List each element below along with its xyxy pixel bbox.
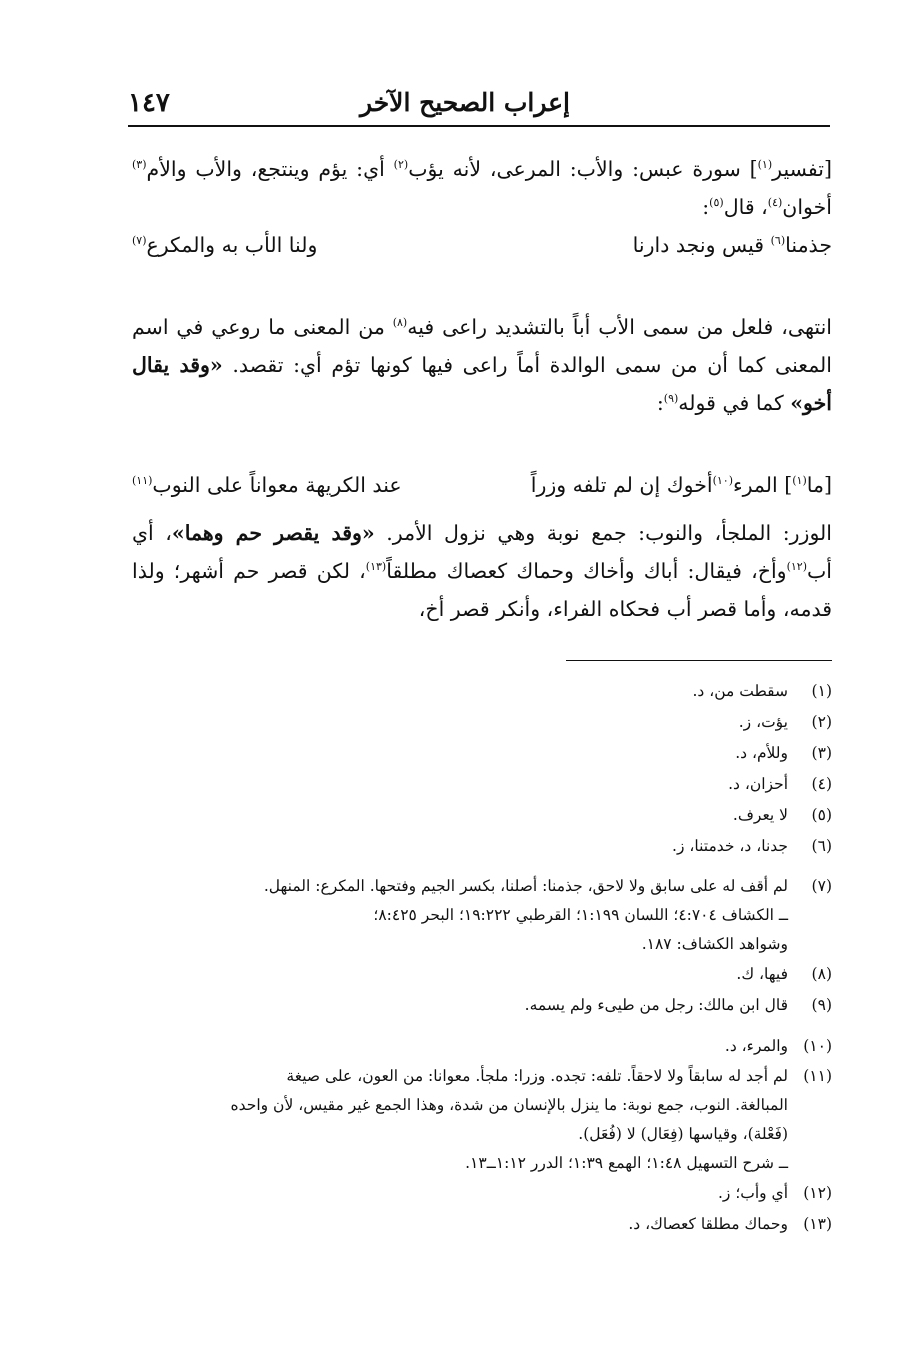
footnote-ref-1b: (١): [792, 474, 807, 488]
footnote-6: (٦) جدنا، د، خدمتنا، ز.: [672, 837, 832, 855]
verse-1-first-hemistich: جذمنا$^{(٦)}$ قيس ونجد دارنا: [632, 233, 832, 257]
footnote-3: (٣) وللأم، د.: [735, 744, 832, 762]
footnote-ref-12: (١٢): [786, 560, 807, 574]
running-title: إعراب الصحيح الآخر: [359, 88, 570, 117]
footnote-ref-8: (٨): [392, 316, 408, 330]
footnote-ref-3: (٣): [132, 158, 147, 172]
paragraph-3: الوزر: الملجأ، والنوب: جمع نوبة وهي نزول الأمر. «وقد يقصر حم وهما»، أي أب$^{(١٢)}$وأخ، فيقال: أباك وأخاك وحماك كعصاك مطلقاً$^{(١٣)}$، لكن قصر حم أشهر؛ ولذا قدمه، وأما قصر أب فحكاه الفراء، وأنكر قصر أخ،: [132, 521, 832, 621]
verse-2-second-hemistich: عند الكريهة معواناً على النوب$^{(١١)}$: [132, 473, 402, 497]
footnote-12: (١٢) أي وأب؛ ز.: [717, 1184, 832, 1202]
footnote-8: (٨) فيها، ك.: [736, 965, 832, 983]
footnote-10: (١٠) والمرء، د.: [724, 1037, 832, 1055]
footnote-ref-4: (٤): [767, 196, 783, 210]
footnote-7: (٧) لم أقف له على سابق ولا لاحق، جذمنا: أصلنا، بكسر الجيم وفتحها. المكرع: المنهل. ــ الكشاف ٤:٧٠٤؛ اللسان ١:١٩٩؛ القرطبي ١٩:٢٢٢؛ البحر ٨:٤٢٥؛ وشواهد الكشاف: ١٨٧.: [263, 877, 832, 953]
footnote-ref-6: (٦): [770, 234, 786, 248]
header-rule: [128, 125, 830, 127]
footnote-5: (٥) لا يعرف.: [732, 806, 832, 824]
verse-2: [132, 466, 832, 504]
main-text: [132, 150, 832, 628]
paragraph-1: [تفسير$^{(١)}$] سورة عبس: والأب: المرعى، لأنه يؤب$^{(٢)}$ أي: يؤم وينتجع، والأب والأم$^{(٣)}$ أخوان$^{(٤)}$، قال$^{(٥)}$:: [132, 157, 832, 219]
page-header: [128, 88, 830, 128]
footnote-ref-2: (٢): [393, 158, 409, 172]
footnote-9: (٩) قال ابن مالك: رجل من طيىء ولم يسمه.: [524, 996, 832, 1014]
footnote-13: (١٣) وحماك مطلقا كعصاك، د.: [628, 1215, 832, 1233]
footnote-ref-1: (١): [757, 158, 773, 172]
footnote-ref-10: (١٠): [712, 474, 733, 488]
footnote-ref-7: (٧): [132, 234, 147, 248]
footnotes: [132, 676, 832, 1240]
footnote-11: (١١) لم أجد له سابقاً ولا لاحقاً. تلفه: تجده. وزرا: ملجأ. معوانا: من العون، على صيغة المبالغة. النوب، جمع نوبة: ما ينزل بالإنسان من شدة، وهذا الجمع غير مقيس، لأن واحده (فَعْلة)، وقياسها (فِعَال) لا (فُعَل). ــ شرح التسهيل ١:٤٨؛ الهمع ١:٣٩؛ الدرر ١:١٢ــ١٣.: [230, 1067, 832, 1172]
footnote-ref-5: (٥): [709, 196, 724, 210]
footnote-4: (٤) أحزان، د.: [728, 775, 832, 793]
footnote-rule: [566, 660, 832, 661]
footnote-ref-9: (٩): [663, 392, 679, 406]
quoted-matn: «وقد يقال أخو»: [132, 353, 832, 415]
paragraph-2: انتهى، فلعل من سمى الأب أباً بالتشديد راعى فيه$^{(٨)}$ من المعنى ما روعي في اسم المعنى كما أن من سمى الوالدة أماً راعى فيها كونها تؤم أي: تقصد. «وقد يقال أخو» كما في قوله$^{(٩)}$:: [132, 315, 832, 415]
footnote-ref-13: (١٣): [365, 560, 387, 574]
footnote-1: (١) سقطت من، د.: [692, 682, 832, 700]
verse-1: [132, 226, 832, 264]
quoted-matn: «وقد يقصر حم وهما»: [171, 521, 375, 545]
verse-2-first-hemistich: [ما$^{(١)}$] المرء$^{(١٠)}$أخوك إن لم تلفه وزراً: [530, 473, 832, 497]
footnote-2: (٢) يؤت، ز.: [738, 713, 832, 731]
page-number: ١٤٧: [128, 88, 170, 118]
footnote-ref-11: (١١): [132, 474, 153, 488]
verse-1-second-hemistich: ولنا الأب به والمكرع$^{(٧)}$: [132, 233, 318, 257]
